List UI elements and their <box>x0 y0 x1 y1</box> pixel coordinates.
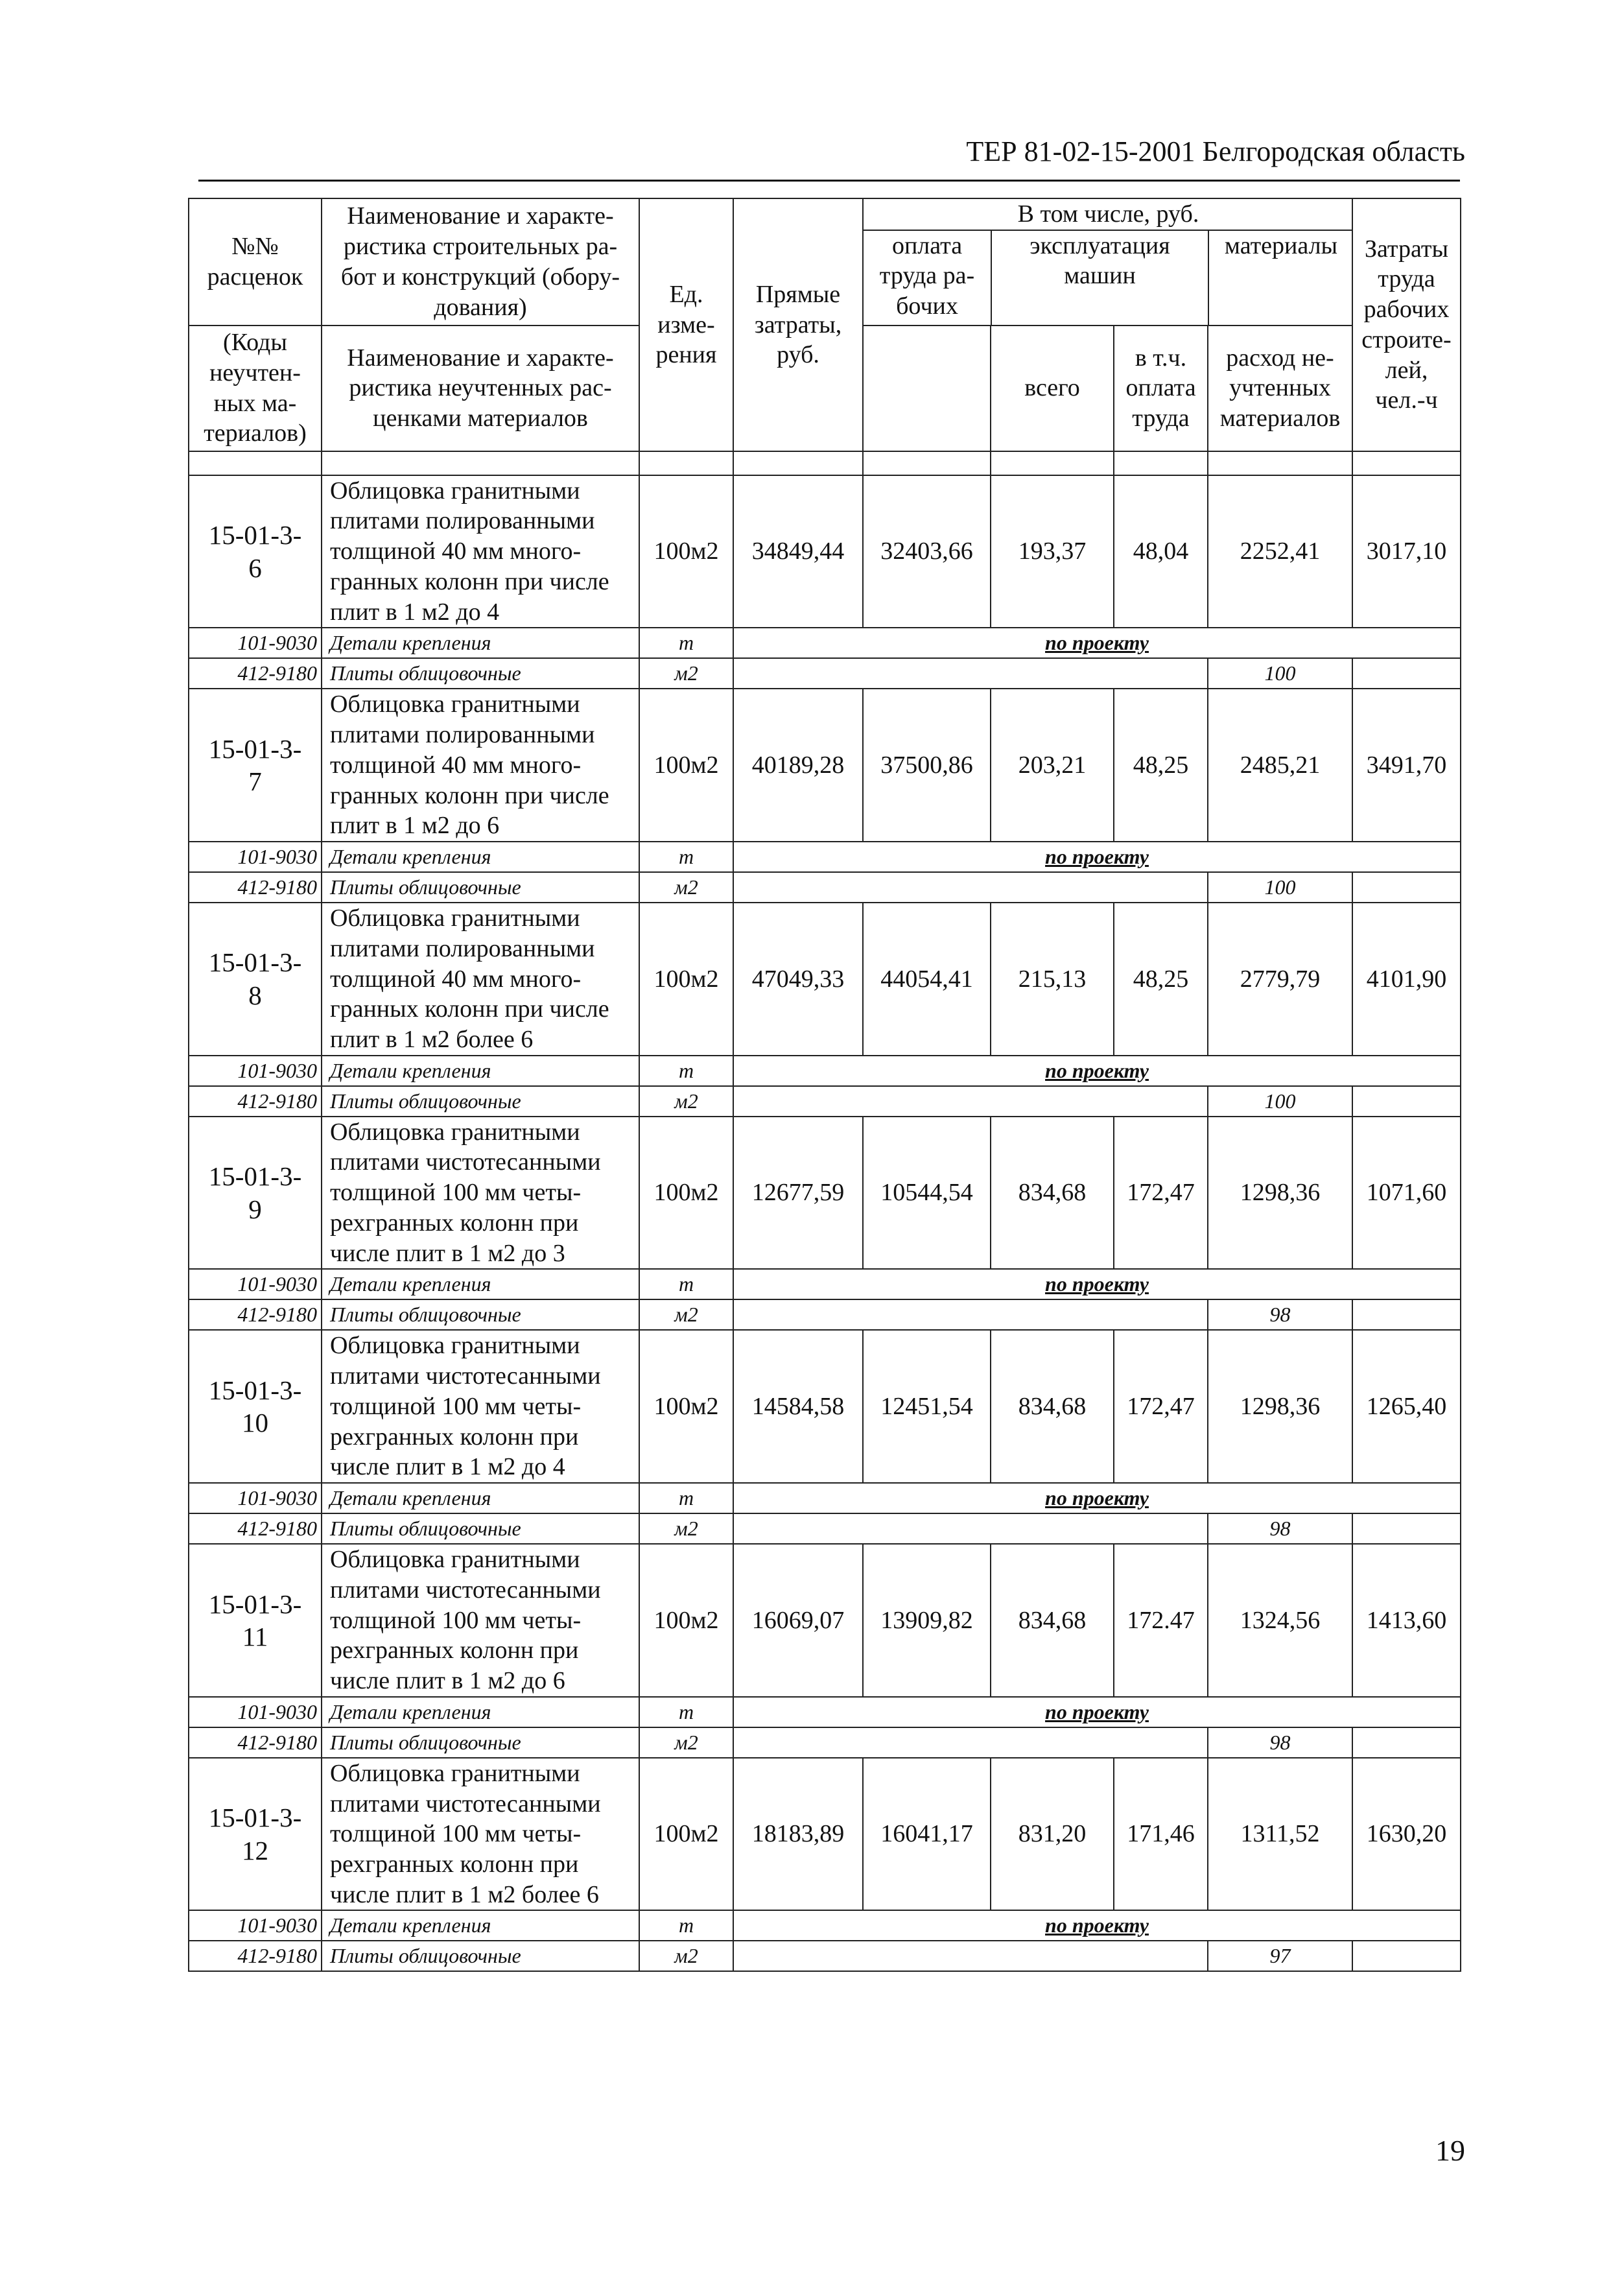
resource-row <box>189 1941 1461 1971</box>
resource-value: 98 <box>1208 1727 1352 1758</box>
rate-direct-cost: 34849,44 <box>733 475 863 628</box>
rate-machines-wages: 48,25 <box>1114 903 1208 1056</box>
resource-name: Плиты облицовочные <box>322 1299 639 1330</box>
resource-name: Детали крепления <box>322 1269 639 1299</box>
resource-code: 101-9030 <box>189 628 322 658</box>
resource-blank <box>733 1086 1208 1117</box>
rate-machines-wages: 172,47 <box>1114 1117 1208 1270</box>
resource-unit: м2 <box>639 1086 733 1117</box>
rate-wages: 12451,54 <box>863 1330 991 1483</box>
resource-code: 101-9030 <box>189 1483 322 1513</box>
resource-row <box>189 1697 1461 1727</box>
rate-direct-cost: 18183,89 <box>733 1758 863 1911</box>
resource-row <box>189 1269 1461 1299</box>
resource-unit: м2 <box>639 1513 733 1544</box>
resource-value: по проекту <box>733 1269 1461 1299</box>
resource-blank <box>1352 1513 1461 1544</box>
rate-labor: 3017,10 <box>1352 475 1461 628</box>
resource-blank <box>1352 1086 1461 1117</box>
resource-name: Детали крепления <box>322 1056 639 1086</box>
resource-row <box>189 1056 1461 1086</box>
rate-materials: 1298,36 <box>1208 1117 1352 1270</box>
rate-direct-cost: 16069,07 <box>733 1544 863 1697</box>
resource-unit: м2 <box>639 1941 733 1971</box>
rate-name: Облицовка гранитными плитами полированными толщиной 40 мм много- гранных колонн при числе плит в 1 м2 более 6 <box>322 903 639 1056</box>
rate-name: Облицовка гранитными плитами полированными толщиной 40 мм много- гранных колонн при числе плит в 1 м2 до 6 <box>322 689 639 842</box>
resource-row <box>189 872 1461 903</box>
header-spacer <box>189 451 1461 475</box>
rate-row <box>189 475 1461 628</box>
col-head-number-sub: (Коды неучтен- ных ма- териалов) <box>189 326 322 451</box>
rate-machines-total: 831,20 <box>991 1758 1114 1911</box>
resource-name: Плиты облицовочные <box>322 658 639 689</box>
resource-name: Детали крепления <box>322 1910 639 1941</box>
header-row-1 <box>189 198 1461 326</box>
resource-code: 412-9180 <box>189 872 322 903</box>
col-head-including <box>863 198 1352 326</box>
resource-name: Плиты облицовочные <box>322 1086 639 1117</box>
rate-code: 15-01-3- 6 <box>189 475 322 628</box>
rate-code: 15-01-3- 10 <box>189 1330 322 1483</box>
rate-row <box>189 903 1461 1056</box>
rate-name: Облицовка гранитными плитами чистотесанными толщиной 100 мм четы- рехгранных колонн при числе плит в 1 м2 более 6 <box>322 1758 639 1911</box>
rate-code: 15-01-3- 11 <box>189 1544 322 1697</box>
rate-wages: 13909,82 <box>863 1544 991 1697</box>
col-head-labor: Затраты труда рабочих строите- лей, чел.-ч <box>1352 198 1461 451</box>
resource-unit: м2 <box>639 1299 733 1330</box>
rate-machines-total: 215,13 <box>991 903 1114 1056</box>
resource-blank <box>1352 1299 1461 1330</box>
resource-name: Детали крепления <box>322 1697 639 1727</box>
rate-row <box>189 1544 1461 1697</box>
rate-machines-wages: 172,47 <box>1114 1330 1208 1483</box>
resource-blank <box>733 1727 1208 1758</box>
col-head-unit: Ед. изме- рения <box>639 198 733 451</box>
resource-name: Плиты облицовочные <box>322 1941 639 1971</box>
resource-code: 101-9030 <box>189 842 322 872</box>
rate-machines-wages: 171,46 <box>1114 1758 1208 1911</box>
col-head-name-sub: Наименование и характе- ристика неучтенных рас- ценками материалов <box>322 326 639 451</box>
resource-row <box>189 1483 1461 1513</box>
resource-unit: т <box>639 1056 733 1086</box>
resource-value: по проекту <box>733 1483 1461 1513</box>
rate-unit: 100м2 <box>639 1758 733 1911</box>
rate-unit: 100м2 <box>639 1544 733 1697</box>
col-head-name: Наименование и характе- ристика строительных ра- бот и конструкций (обору- дования) <box>322 198 639 326</box>
resource-code: 412-9180 <box>189 1941 322 1971</box>
rate-row <box>189 689 1461 842</box>
resource-row <box>189 842 1461 872</box>
resource-code: 101-9030 <box>189 1056 322 1086</box>
rate-unit: 100м2 <box>639 903 733 1056</box>
resource-blank <box>1352 1727 1461 1758</box>
rate-materials: 1324,56 <box>1208 1544 1352 1697</box>
rate-name: Облицовка гранитными плитами чистотесанными толщиной 100 мм четы- рехгранных колонн при числе плит в 1 м2 до 6 <box>322 1544 639 1697</box>
rate-labor: 1071,60 <box>1352 1117 1461 1270</box>
resource-row <box>189 1727 1461 1758</box>
rate-machines-total: 834,68 <box>991 1330 1114 1483</box>
rate-direct-cost: 40189,28 <box>733 689 863 842</box>
rate-materials: 2779,79 <box>1208 903 1352 1056</box>
resource-unit: т <box>639 842 733 872</box>
page-number: 19 <box>1435 2134 1465 2167</box>
rate-labor: 3491,70 <box>1352 689 1461 842</box>
rate-labor: 1413,60 <box>1352 1544 1461 1697</box>
resource-code: 412-9180 <box>189 1513 322 1544</box>
rate-wages: 10544,54 <box>863 1117 991 1270</box>
resource-code: 412-9180 <box>189 658 322 689</box>
resource-code: 412-9180 <box>189 1727 322 1758</box>
resource-value: по проекту <box>733 1056 1461 1086</box>
col-head-materials: материалы <box>1224 231 1338 259</box>
resource-value: 97 <box>1208 1941 1352 1971</box>
rate-machines-wages: 48,25 <box>1114 689 1208 842</box>
rate-wages: 44054,41 <box>863 903 991 1056</box>
resource-unit: т <box>639 1910 733 1941</box>
resource-value: по проекту <box>733 1697 1461 1727</box>
rate-direct-cost: 12677,59 <box>733 1117 863 1270</box>
resource-blank <box>733 658 1208 689</box>
rate-unit: 100м2 <box>639 1330 733 1483</box>
rate-materials: 1311,52 <box>1208 1758 1352 1911</box>
rate-wages: 37500,86 <box>863 689 991 842</box>
rate-wages: 16041,17 <box>863 1758 991 1911</box>
resource-name: Плиты облицовочные <box>322 1727 639 1758</box>
rate-direct-cost: 14584,58 <box>733 1330 863 1483</box>
resource-unit: т <box>639 628 733 658</box>
resource-code: 412-9180 <box>189 1299 322 1330</box>
rate-row <box>189 1117 1461 1270</box>
resource-unit: т <box>639 1483 733 1513</box>
resource-unit: т <box>639 1269 733 1299</box>
resource-blank <box>733 872 1208 903</box>
col-head-number: №№ расценок <box>189 198 322 326</box>
including-label: В том числе, руб. <box>864 199 1352 230</box>
resource-unit: м2 <box>639 1727 733 1758</box>
resource-unit: м2 <box>639 658 733 689</box>
rate-row <box>189 1330 1461 1483</box>
rate-unit: 100м2 <box>639 1117 733 1270</box>
rate-materials: 1298,36 <box>1208 1330 1352 1483</box>
rate-machines-total: 203,21 <box>991 689 1114 842</box>
col-head-machines: эксплуатация машин <box>991 230 1208 325</box>
resource-blank <box>733 1513 1208 1544</box>
col-head-machines-total: всего <box>991 326 1114 451</box>
resource-name: Детали крепления <box>322 1483 639 1513</box>
header-rule <box>198 180 1460 182</box>
col-head-wages-empty <box>863 326 991 451</box>
rate-machines-wages: 172.47 <box>1114 1544 1208 1697</box>
resource-value: 100 <box>1208 1086 1352 1117</box>
rate-labor: 1265,40 <box>1352 1330 1461 1483</box>
resource-blank <box>733 1299 1208 1330</box>
resource-unit: т <box>639 1697 733 1727</box>
rate-unit: 100м2 <box>639 475 733 628</box>
resource-code: 412-9180 <box>189 1086 322 1117</box>
rate-name: Облицовка гранитными плитами чистотесанными толщиной 100 мм четы- рехгранных колонн при числе плит в 1 м2 до 4 <box>322 1330 639 1483</box>
rate-materials: 2485,21 <box>1208 689 1352 842</box>
resource-value: по проекту <box>733 1910 1461 1941</box>
rate-unit: 100м2 <box>639 689 733 842</box>
rate-name: Облицовка гранитными плитами полированными толщиной 40 мм много- гранных колонн при числе плит в 1 м2 до 4 <box>322 475 639 628</box>
resource-code: 101-9030 <box>189 1269 322 1299</box>
col-head-direct: Прямые затраты, руб. <box>733 198 863 451</box>
resource-blank <box>1352 658 1461 689</box>
rate-wages: 32403,66 <box>863 475 991 628</box>
rate-materials: 2252,41 <box>1208 475 1352 628</box>
resource-blank <box>733 1941 1208 1971</box>
rate-name: Облицовка гранитными плитами чистотесанными толщиной 100 мм четы- рехгранных колонн при числе плит в 1 м2 до 3 <box>322 1117 639 1270</box>
rate-machines-wages: 48,04 <box>1114 475 1208 628</box>
rates-table <box>188 198 1461 1972</box>
resource-value: 98 <box>1208 1299 1352 1330</box>
resource-value: по проекту <box>733 842 1461 872</box>
resource-row <box>189 658 1461 689</box>
rate-code: 15-01-3- 12 <box>189 1758 322 1911</box>
col-head-material-use: расход не- учтенных материалов <box>1208 326 1352 451</box>
rate-labor: 4101,90 <box>1352 903 1461 1056</box>
resource-value: 100 <box>1208 872 1352 903</box>
resource-row <box>189 1299 1461 1330</box>
rate-machines-total: 834,68 <box>991 1544 1114 1697</box>
rate-direct-cost: 47049,33 <box>733 903 863 1056</box>
document-title: ТЕР 81-02-15-2001 Белгородская область <box>966 136 1465 167</box>
resource-value: 100 <box>1208 658 1352 689</box>
resource-value: по проекту <box>733 628 1461 658</box>
resource-blank <box>1352 872 1461 903</box>
rate-code: 15-01-3- 8 <box>189 903 322 1056</box>
rate-labor: 1630,20 <box>1352 1758 1461 1911</box>
resource-code: 101-9030 <box>189 1910 322 1941</box>
col-head-machines-wages: в т.ч. оплата труда <box>1114 326 1208 451</box>
rate-code: 15-01-3- 7 <box>189 689 322 842</box>
resource-row <box>189 1086 1461 1117</box>
resource-row <box>189 1910 1461 1941</box>
resource-unit: м2 <box>639 872 733 903</box>
resource-name: Плиты облицовочные <box>322 1513 639 1544</box>
resource-name: Детали крепления <box>322 842 639 872</box>
resource-name: Плиты облицовочные <box>322 872 639 903</box>
rate-machines-total: 193,37 <box>991 475 1114 628</box>
rate-machines-total: 834,68 <box>991 1117 1114 1270</box>
resource-blank <box>1352 1941 1461 1971</box>
resource-name: Детали крепления <box>322 628 639 658</box>
resource-row <box>189 1513 1461 1544</box>
resource-value: 98 <box>1208 1513 1352 1544</box>
col-head-wages: оплата труда ра- бочих <box>864 230 991 325</box>
rate-row <box>189 1758 1461 1911</box>
rate-code: 15-01-3- 9 <box>189 1117 322 1270</box>
resource-row <box>189 628 1461 658</box>
resource-code: 101-9030 <box>189 1697 322 1727</box>
